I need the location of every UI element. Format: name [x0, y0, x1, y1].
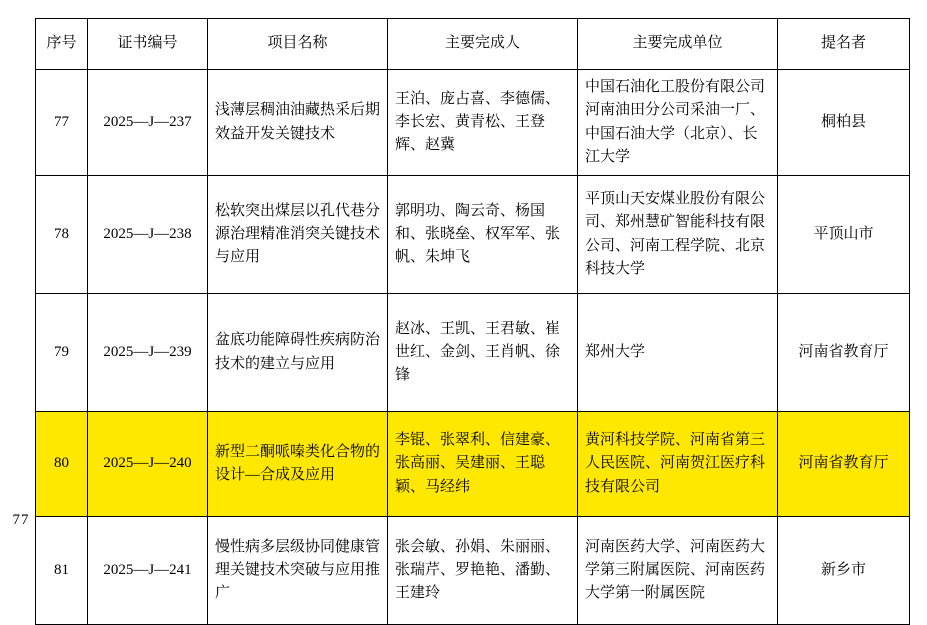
- column-header-units: 主要完成单位: [578, 19, 778, 70]
- cell-people: 张会敏、孙娟、朱丽丽、张瑞芹、罗艳艳、潘勤、王建玲: [388, 517, 578, 625]
- page-number-value: 77: [12, 512, 30, 528]
- table-row: [36, 294, 910, 412]
- column-header-cert: 证书编号: [88, 19, 208, 70]
- cell-units: 黄河科技学院、河南省第三人民医院、河南贺江医疗科技有限公司: [578, 412, 778, 517]
- award-list-table: [35, 18, 910, 625]
- table-row: [36, 176, 910, 294]
- cell-nominator: 平顶山市: [778, 176, 910, 294]
- table-header: [36, 19, 910, 70]
- column-header-nominator: 提名者: [778, 19, 910, 70]
- cell-cert: 2025—J—239: [88, 294, 208, 412]
- cell-cert: 2025—J—240: [88, 412, 208, 517]
- table-row: [36, 70, 910, 176]
- column-header-project: 项目名称: [208, 19, 388, 70]
- cell-units: 中国石油化工股份有限公司河南油田分公司采油一厂、中国石油大学（北京）、长江大学: [578, 70, 778, 176]
- cell-cert: 2025—J—241: [88, 517, 208, 625]
- cell-project: 盆底功能障碍性疾病防治技术的建立与应用: [208, 294, 388, 412]
- cell-nominator: 桐柏县: [778, 70, 910, 176]
- cell-people: 郭明功、陶云奇、杨国和、张晓垒、权军军、张帆、朱坤飞: [388, 176, 578, 294]
- cell-project: 浅薄层稠油油藏热采后期效益开发关键技术: [208, 70, 388, 176]
- table-row-highlighted: [36, 412, 910, 517]
- cell-nominator: 河南省教育厅: [778, 412, 910, 517]
- table-row: [36, 517, 910, 625]
- cell-no: 77: [36, 70, 88, 176]
- cell-cert: 2025—J—238: [88, 176, 208, 294]
- cell-people: 赵冰、王凯、王君敏、崔世红、金剑、王肖帆、徐锋: [388, 294, 578, 412]
- cell-no: 81: [36, 517, 88, 625]
- cell-units: 郑州大学: [578, 294, 778, 412]
- cell-no: 78: [36, 176, 88, 294]
- cell-units: 河南医药大学、河南医药大学第三附属医院、河南医药大学第一附属医院: [578, 517, 778, 625]
- cell-no: 79: [36, 294, 88, 412]
- cell-project: 新型二酮哌嗪类化合物的设计—合成及应用: [208, 412, 388, 517]
- cell-people: 李锟、张翠利、信建豪、张高丽、吴建丽、王聪颖、马经纬: [388, 412, 578, 517]
- page-number: [6, 510, 36, 530]
- cell-project: 松软突出煤层以孔代巷分源治理精准消突关键技术与应用: [208, 176, 388, 294]
- column-header-people: 主要完成人: [388, 19, 578, 70]
- cell-nominator: 新乡市: [778, 517, 910, 625]
- cell-nominator: 河南省教育厅: [778, 294, 910, 412]
- cell-cert: 2025—J—237: [88, 70, 208, 176]
- cell-units: 平顶山天安煤业股份有限公司、郑州慧矿智能科技有限公司、河南工程学院、北京科技大学: [578, 176, 778, 294]
- cell-people: 王泊、庞占喜、李德儒、李长宏、黄青松、王登辉、赵冀: [388, 70, 578, 176]
- cell-project: 慢性病多层级协同健康管理关键技术突破与应用推广: [208, 517, 388, 625]
- column-header-no: 序号: [36, 19, 88, 70]
- table-header-row: [36, 19, 910, 70]
- cell-no: 80: [36, 412, 88, 517]
- table-body: [36, 70, 910, 625]
